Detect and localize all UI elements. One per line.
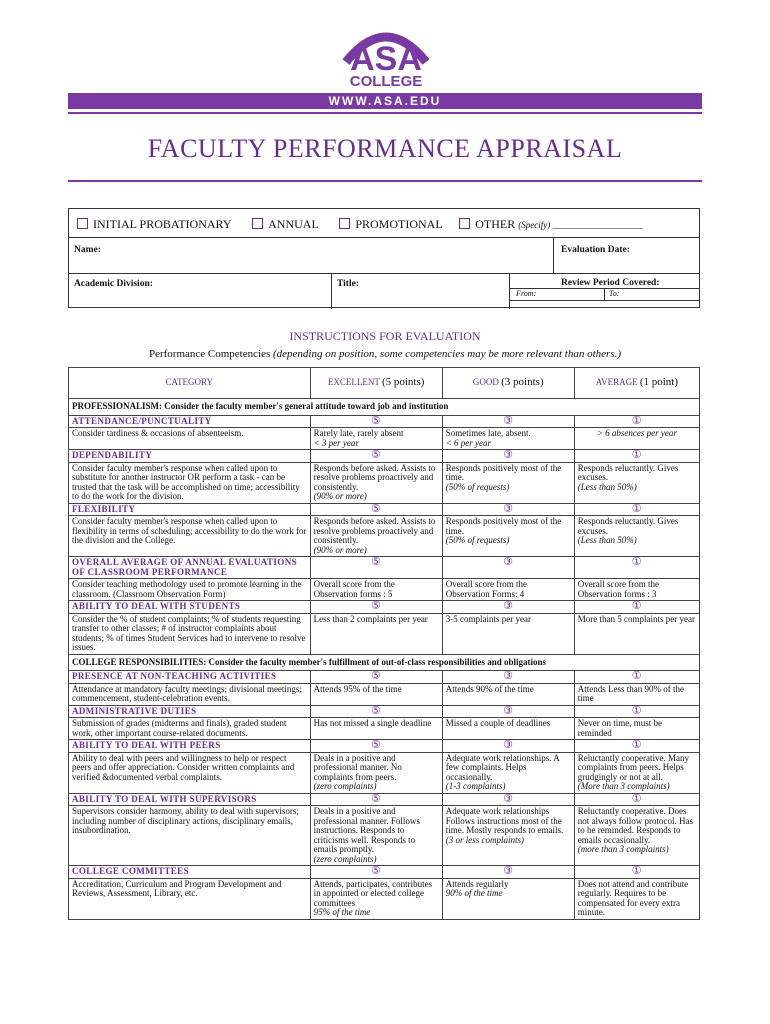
excellent-header: EXCELLENT (5 points): [310, 368, 442, 399]
section-row-college-responsibilities: COLLEGE RESPONSIBILITIES: Consider the faculty member's fulfillment of out-of-class responsibilities and obligations: [69, 654, 700, 671]
criteria-row: [69, 878, 700, 919]
criteria-row: [69, 806, 700, 866]
category-name: ABILITY TO DEAL WITH SUPERVISORS: [69, 793, 311, 806]
criteria-row: [69, 683, 700, 705]
instructions-heading: INSTRUCTIONS FOR EVALUATION: [289, 329, 481, 343]
category-name: OVERALL AVERAGE OF ANNUAL EVALUATIONS OF CLASSROOM PERFORMANCE: [69, 557, 311, 579]
gd-criteria: 3-5 complaints per year: [442, 613, 574, 654]
score-5-radio[interactable]: ⑤: [310, 866, 442, 879]
evaluation-date-label: Evaluation Date:: [561, 245, 630, 255]
category-name: ADMINISTRATIVE DUTIES: [69, 705, 311, 718]
checkbox-icon[interactable]: [339, 218, 350, 229]
score-5-radio[interactable]: ⑤: [310, 503, 442, 516]
category-name: DEPENDABILITY: [69, 450, 311, 463]
score-1-radio[interactable]: ①: [574, 450, 699, 463]
score-1-radio[interactable]: ①: [574, 740, 699, 753]
av-criteria: Does not attend and contribute regularly. Requires to be compensated for every extra minute.: [574, 878, 699, 919]
score-5-radio[interactable]: ⑤: [310, 557, 442, 579]
av-criteria: Responds reluctantly. Gives excuses. (Less than 50%): [574, 516, 699, 557]
other-option[interactable]: OTHER (Specify) ____________________: [459, 217, 642, 231]
category-description: Consider faculty member's response when called upon to substitute for another instructor OR perform a task - can be trusted that the task will be accomplished on time; accessibility to do the work for the division.: [69, 462, 311, 503]
section-row-professionalism: PROFESSIONALISM: Consider the faculty member's general attitude toward job and institution: [69, 399, 700, 416]
av-criteria: Never on time, must be reminded: [574, 718, 699, 740]
av-criteria: Attends Less than 90% of the time: [574, 683, 699, 705]
category-description: Attendance at mandatory faculty meetings; divisional meetings; commencement, student-celebration events.: [69, 683, 311, 705]
gd-criteria: Adequate work relationships Follows instructions most of the time. Mostly responds to emails. (3 or less complaints): [442, 806, 574, 866]
av-criteria: > 6 absences per year: [574, 428, 699, 450]
ex-criteria: Attends, participates, contributes in appointed or elected college committees 95% of the time: [310, 878, 442, 919]
checkbox-icon[interactable]: [252, 218, 263, 229]
category-description: Consider teaching methodology used to promote learning in the classroom. (Classroom Observation Form): [69, 579, 311, 601]
from-label: From:: [516, 289, 537, 298]
av-criteria: More than 5 complaints per year: [574, 613, 699, 654]
category-description: Accreditation, Curriculum and Program Development and Reviews, Assessment, Library, etc.: [69, 878, 311, 919]
category-row: [69, 557, 700, 579]
score-1-radio[interactable]: ①: [574, 503, 699, 516]
gd-criteria: Responds positively most of the time. (50% of requests): [442, 462, 574, 503]
av-criteria: Overall score from the Observation forms : 3: [574, 579, 699, 601]
ex-criteria: Deals in a positive and professional manner. Follows instructions. Responds to criticisms well. Responds to emails promptly. (zero complaints): [310, 806, 442, 866]
ex-criteria: Overall score from the Observation forms : 5: [310, 579, 442, 601]
score-1-radio[interactable]: ①: [574, 415, 699, 428]
category-name: COLLEGE COMMITTEES: [69, 866, 311, 879]
promotional-option[interactable]: PROMOTIONAL: [339, 217, 442, 231]
score-5-radio[interactable]: ⑤: [310, 415, 442, 428]
score-5-radio[interactable]: ⑤: [310, 793, 442, 806]
score-3-radio[interactable]: ③: [442, 793, 574, 806]
category-row: [69, 415, 700, 428]
gd-criteria: Adequate work relationships. A few complaints. Helps occasionally. (1-3 complaints): [442, 752, 574, 793]
logo-sub: COLLEGE: [349, 73, 423, 90]
category-name: ATTENDANCE/PUNCTUALITY: [69, 415, 311, 428]
appraisal-type-row: [77, 217, 642, 232]
score-3-radio[interactable]: ③: [442, 671, 574, 684]
category-row: [69, 503, 700, 516]
name-label: Name:: [74, 245, 101, 255]
ex-criteria: Responds before asked. Assists to resolve problems proactively and consistently. (90% or more): [310, 462, 442, 503]
gd-criteria: Attends 90% of the time: [442, 683, 574, 705]
gd-criteria: Sometimes late, absent. < 6 per year: [442, 428, 574, 450]
performance-competencies-note: Performance Competencies (depending on position, some competencies may be more relevant than others.): [148, 348, 622, 360]
ex-criteria: Less than 2 complaints per year: [310, 613, 442, 654]
academic-division-label: Academic Division:: [74, 279, 153, 289]
score-3-radio[interactable]: ③: [442, 415, 574, 428]
table-header-row: [69, 368, 700, 399]
score-1-radio[interactable]: ①: [574, 866, 699, 879]
gd-criteria: Attends regularly 90% of the time: [442, 878, 574, 919]
divider: [68, 112, 702, 114]
website-bar: WWW.ASA.EDU: [68, 93, 702, 109]
score-1-radio[interactable]: ①: [574, 601, 699, 614]
category-description: Submission of grades (midterms and finals), graded student work, other important course-related documents.: [69, 718, 311, 740]
evaluation-table: [68, 367, 700, 920]
divider: [68, 180, 702, 182]
av-criteria: Responds reluctantly. Gives excuses. (Less than 50%): [574, 462, 699, 503]
score-3-radio[interactable]: ③: [442, 705, 574, 718]
logo-text: ASA: [350, 40, 422, 78]
criteria-row: [69, 752, 700, 793]
category-row: [69, 866, 700, 879]
annual-option[interactable]: ANNUAL: [252, 217, 318, 231]
gd-criteria: Overall score from the Observation Forms: 4: [442, 579, 574, 601]
average-header: AVERAGE (1 point): [574, 368, 699, 399]
score-1-radio[interactable]: ①: [574, 671, 699, 684]
initial-probationary-option[interactable]: INITIAL PROBATIONARY: [77, 217, 231, 231]
appraisal-info-box: [68, 208, 700, 308]
category-description: Consider faculty member's response when called upon to flexibility in terms of scheduling; accessibility to do the work for the division and the College.: [69, 516, 311, 557]
category-name: PRESENCE AT NON-TEACHING ACTIVITIES: [69, 671, 311, 684]
review-period-label: Review Period Covered:: [561, 278, 660, 288]
category-name: ABILITY TO DEAL WITH PEERS: [69, 740, 311, 753]
checkbox-icon[interactable]: [459, 218, 470, 229]
gd-criteria: Missed a couple of deadlines: [442, 718, 574, 740]
score-5-radio[interactable]: ⑤: [310, 740, 442, 753]
av-criteria: Reluctantly cooperative. Many complaints from peers. Helps grudgingly or not at all. (More than 3 complaints): [574, 752, 699, 793]
score-5-radio[interactable]: ⑤: [310, 601, 442, 614]
page-title: FACULTY PERFORMANCE APPRAISAL: [147, 134, 623, 163]
score-5-radio[interactable]: ⑤: [310, 705, 442, 718]
category-row: [69, 740, 700, 753]
ex-criteria: Responds before asked. Assists to resolve problems proactively and consistently. (90% or more): [310, 516, 442, 557]
score-3-radio[interactable]: ③: [442, 866, 574, 879]
criteria-row: [69, 428, 700, 450]
category-row: [69, 793, 700, 806]
score-5-radio[interactable]: ⑤: [310, 450, 442, 463]
score-1-radio[interactable]: ①: [574, 705, 699, 718]
score-3-radio[interactable]: ③: [442, 557, 574, 579]
category-header: CATEGORY: [69, 368, 311, 399]
criteria-row: [69, 516, 700, 557]
category-row: [69, 671, 700, 684]
category-description: Supervisors consider harmony, ability to deal with supervisors; including number of disciplinary actions, disciplinary emails, insubordination.: [69, 806, 311, 866]
av-criteria: Reluctantly cooperative. Does not always follow protocol. Has to be reminded. Responds to emails occasionally. (more than 3 complaints): [574, 806, 699, 866]
criteria-row: [69, 462, 700, 503]
category-description: Ability to deal with peers and willingness to help or respect peers and offer appreciation. Consider written complaints and verified &documented verbal complaints.: [69, 752, 311, 793]
ex-criteria: Deals in a positive and professional manner. No complaints from peers. (zero complaints): [310, 752, 442, 793]
criteria-row: [69, 613, 700, 654]
to-label: To:: [609, 289, 620, 298]
score-5-radio[interactable]: ⑤: [310, 671, 442, 684]
criteria-row: [69, 718, 700, 740]
ex-criteria: Has not missed a single deadline: [310, 718, 442, 740]
title-label: Title:: [337, 279, 359, 289]
category-row: [69, 705, 700, 718]
criteria-row: [69, 579, 700, 601]
category-description: Consider tardiness & occasions of absenteeism.: [69, 428, 311, 450]
gd-criteria: Responds positively most of the time. (50% of requests): [442, 516, 574, 557]
category-row: [69, 450, 700, 463]
score-3-radio[interactable]: ③: [442, 740, 574, 753]
category-name: FLEXIBILITY: [69, 503, 311, 516]
checkbox-icon[interactable]: [77, 218, 88, 229]
category-row: [69, 601, 700, 614]
category-name: ABILITY TO DEAL WITH STUDENTS: [69, 601, 311, 614]
category-description: Consider the % of student complaints; % of students requesting transfer to other classes; # of instructor complaints about students; % of times Student Services had to intervene to resolve issues.: [69, 613, 311, 654]
asa-college-logo: [340, 18, 432, 90]
ex-criteria: Attends 95% of the time: [310, 683, 442, 705]
score-3-radio[interactable]: ③: [442, 450, 574, 463]
score-1-radio[interactable]: ①: [574, 793, 699, 806]
score-3-radio[interactable]: ③: [442, 503, 574, 516]
ex-criteria: Rarely late, rarely absent < 3 per year: [310, 428, 442, 450]
score-3-radio[interactable]: ③: [442, 601, 574, 614]
score-1-radio[interactable]: ①: [574, 557, 699, 579]
good-header: GOOD (3 points): [442, 368, 574, 399]
